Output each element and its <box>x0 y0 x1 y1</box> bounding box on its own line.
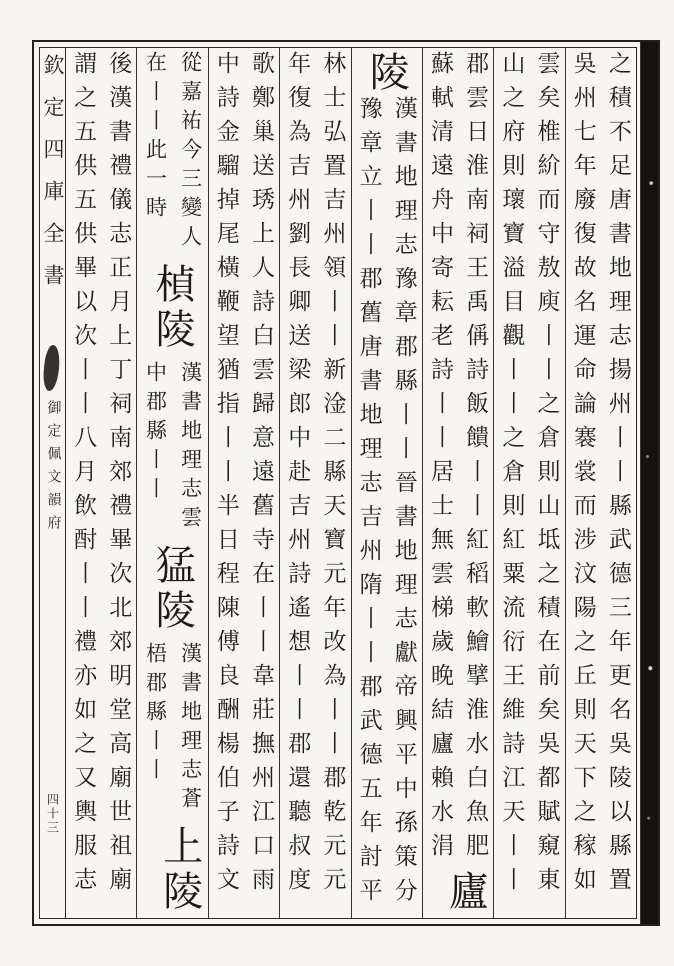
column-text: 郡雲日淮南祠王禹偁詩飯饋丨丨紅稻軟鱠擘淮水白魚肥 <box>463 51 489 867</box>
double-line-segment <box>352 96 422 912</box>
headword-zhenling: 楨陵 <box>150 262 196 353</box>
text-column-4 <box>351 48 422 918</box>
headword-luling-part1: 廬 <box>443 870 489 915</box>
subcolumn-right <box>315 51 350 901</box>
column-text: 中詩金騮掉尾橫鞭望猶指丨丨半日程陳傅良酬楊伯子詩文 <box>213 51 239 901</box>
book-fold-black-bar <box>640 42 658 924</box>
subcolumn-left <box>137 51 172 254</box>
double-line-segment <box>494 51 564 901</box>
column-text: 後漢書禮儀志正月上丁祠南郊禮畢次北郊明堂高廟世祖廟 <box>106 51 132 901</box>
headword-mengling: 猛陵 <box>150 543 196 634</box>
text-block <box>66 48 636 918</box>
series-title: 欽定四庫全書 <box>41 54 65 306</box>
subcolumn-left <box>137 361 172 535</box>
page-frame <box>32 40 660 926</box>
column-text: 山之府則瓌寶溢目觀丨丨之倉則紅粟流衍王維詩江天丨丨 <box>499 51 525 901</box>
subcolumn-right <box>387 96 422 912</box>
column-text: 中郡縣丨丨 <box>143 361 168 507</box>
column-text: 年復為吉州劉長卿送梁郎中赴吉州詩遙想丨丨郡還聽叔度 <box>285 51 311 901</box>
column-text: 梧郡縣丨丨 <box>143 642 168 788</box>
subcolumn-right <box>601 51 636 901</box>
text-column-5 <box>279 48 350 918</box>
column-text: 豫章立丨丨郡舊唐書地理志吉州隋丨丨郡武德五年討平 <box>356 96 382 912</box>
double-line-segment <box>137 642 207 816</box>
book-title: 御定佩文韻府 <box>45 400 61 538</box>
subcolumn-right <box>458 51 493 867</box>
subcolumn-left <box>280 51 315 901</box>
column-text: 蘇軾清遠舟中寄耘老詩丨丨居士無雲梯歲晚結廬賴水涓 <box>427 51 453 867</box>
text-column-8 <box>66 48 136 918</box>
headword-shangling: 上陵 <box>157 824 203 915</box>
column-text: 吳州七年廢復故名運命論褰裳而涉汶陽之丘則天下之稼如 <box>570 51 596 901</box>
subcolumn-right <box>101 51 136 901</box>
subcolumn-right <box>173 361 208 535</box>
column-text: 在丨丨此一時 <box>143 51 168 225</box>
column-text: 從嘉祐今三變人 <box>178 51 203 254</box>
subcolumn-left <box>66 51 101 901</box>
double-line-segment <box>137 361 207 535</box>
column-text: 林士弘置吉州領丨丨新淦二縣天寶元年改為丨丨郡乾元元 <box>320 51 346 901</box>
text-column-2 <box>493 48 564 918</box>
subcolumn-left <box>566 51 601 901</box>
subcolumn-right <box>173 642 208 816</box>
ink-smudge <box>42 344 62 391</box>
text-column-6 <box>208 48 279 918</box>
double-line-segment <box>423 51 493 867</box>
column-text: 漢書地理志豫章郡縣丨丨晉書地理志獻帝興平中孫策分 <box>391 96 417 912</box>
column-text: 雲矣椎紒而守敖庾丨丨之倉則山坻之積在前矣吳都賦窺東 <box>534 51 560 901</box>
text-column-1 <box>565 48 636 918</box>
subcolumn-left <box>137 642 172 816</box>
column-text: 歌鄭巢送琇上人詩白雲歸意遠舊寺在丨丨韋莊撫州江口雨 <box>249 51 275 901</box>
double-line-segment <box>137 51 207 254</box>
headword-luling-part2: 陵 <box>364 51 410 96</box>
column-text: 漢書地理志蒼 <box>178 642 203 817</box>
subcolumn-right <box>529 51 564 901</box>
subcolumn-left <box>352 96 387 912</box>
left-margin-strip <box>40 48 66 918</box>
subcolumn-right <box>173 51 208 254</box>
double-line-segment <box>66 51 136 901</box>
column-text: 謂之五供五供畢以次丨丨八月飲酎丨丨禮亦如之又輿服志 <box>71 51 97 901</box>
subcolumn-left <box>494 51 529 901</box>
subcolumn-right <box>244 51 279 901</box>
text-column-7 <box>136 48 207 918</box>
subcolumn-left <box>209 51 244 901</box>
subcolumn-left <box>423 51 458 867</box>
column-text: 之積不足唐書地理志揚州丨丨縣武德三年更名吳陵以縣置 <box>605 51 631 901</box>
double-line-segment <box>209 51 279 901</box>
double-line-segment <box>566 51 636 901</box>
column-text: 漢書地理志雲 <box>178 361 203 536</box>
double-line-segment <box>280 51 350 901</box>
text-column-3 <box>422 48 493 918</box>
text-area-border <box>39 47 637 919</box>
page-number: 四十三 <box>45 793 60 835</box>
